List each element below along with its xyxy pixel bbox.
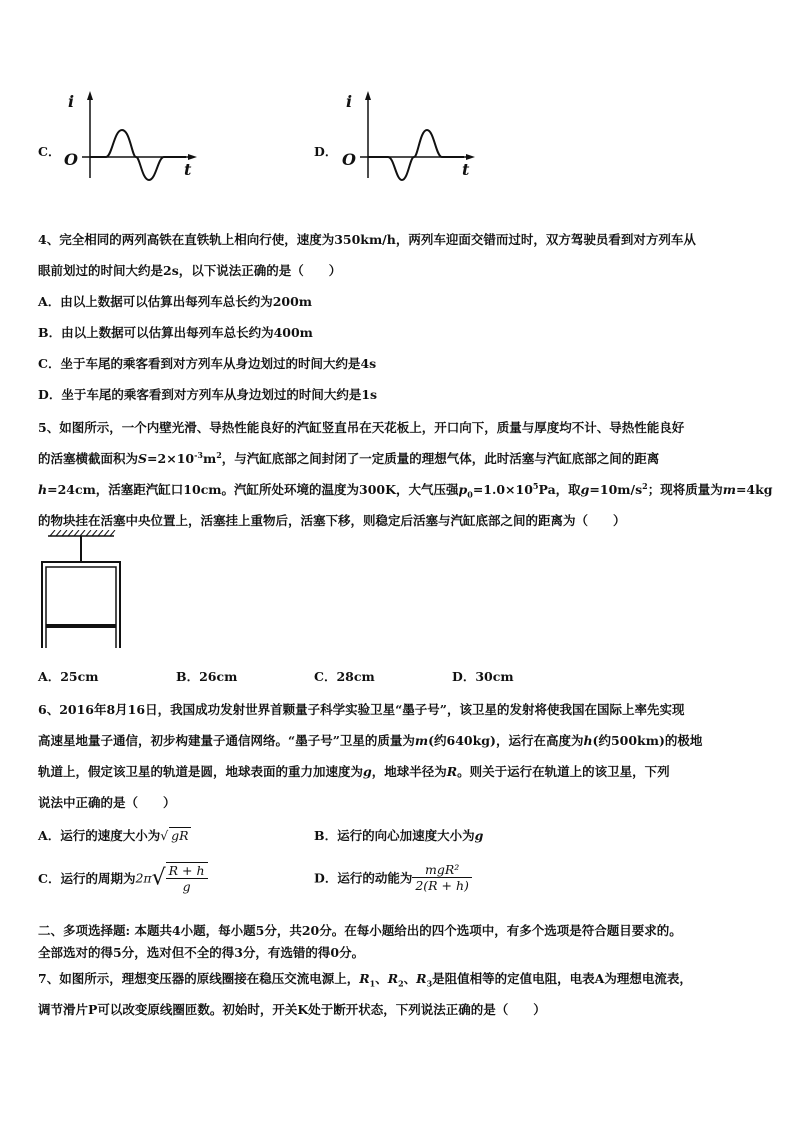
q6-stem-line4: 说法中正确的是（ ） [38,795,176,810]
q3-d-origin: O [342,150,356,169]
q5-option-d: D．30cm [452,669,514,684]
q7-stem-line1: 7、如图所示，理想变压器的原线圈接在稳压交流电源上，$R_1$、$R_2$、$R_3$是阻值相等的定值电阻，电表A为理想电流表， [38,971,692,989]
q3-d-axis-i: i [346,92,353,111]
q6-stem-line3: 轨道上，假定该卫星的轨道是圆，地球表面的重力加速度为g，地球半径为R。则关于运行在轨道上的该卫星，下列 [38,764,670,779]
q7-stem-line2: 调节滑片P可以改变原线圈匝数。初始时，开关K处于断开状态，下列说法正确的是（ ） [38,1002,546,1017]
q5-stem-line1: 5、如图所示，一个内壁光滑、导热性能良好的汽缸竖直吊在天花板上，开口向下，质量与厚度均不计、导热性能良好 [38,420,685,435]
q5-stem-line3: h=24cm，活塞距汽缸口10cm。汽缸所处环境的温度为300K，大气压强$p_0=1.0\times 10^5Pa$，取$g=10m/s^2$；现将质量为m=4kg [38,480,773,500]
q5-option-c: C．28cm [314,669,375,684]
q3-graph-c [60,88,200,183]
q4-option-d: D．坐于车尾的乘客看到对方列车从身边划过的时间大约是1s [38,387,378,402]
q6-stem-line1: 6、2016年8月16日，我国成功发射世界首颗量子科学实验卫星“墨子号”，该卫星的发射将使我国在国际上率先实现 [38,702,685,717]
q5-cylinder-figure [38,530,128,655]
q6-stem-line2: 高速星地量子通信，初步构建量子通信网络。“墨子号”卫星的质量为m(约640kg)，运行在高度为h(约500km)的极地 [38,733,703,748]
section2-instructions-line2: 全部选对的得5分，选对但不全的得3分，有选错的得0分。 [38,945,365,960]
q4-stem-line2: 眼前划过的时间大约是2s，以下说法正确的是（ ） [38,263,342,278]
q3-d-axis-t: t [462,160,470,179]
q4-option-a: A．由以上数据可以估算出每列车总长约为200m [38,294,313,309]
q3-graph-d [338,88,478,183]
q6-option-a: A．运行的速度大小为√ gR [38,828,189,843]
q3-c-axis-t: t [184,160,192,179]
q5-stem-line2: 的活塞横截面积为$S=2\times 10^{-3}m^2$，与汽缸底部之间封闭了一定质量的理想气体，此时活塞与汽缸底部之间的距离 [38,449,660,466]
q6-option-d: D．运行的动能为 $\frac{\text{mgR²}}{2(R + h)}$ [314,862,472,893]
q5-stem-line4: 的物块挂在活塞中央位置上，活塞挂上重物后，活塞下移，则稳定后活塞与汽缸底部之间的距离为（ ） [38,513,626,528]
section2-instructions-line1: 二、多项选择题: 本题共4小题，每小题5分，共20分。在每小题给出的四个选项中，有多个选项是符合题目要求的。 [38,923,682,938]
q4-stem-line1: 4、完全相同的两列高铁在直铁轨上相向行使，速度为350km/h，两列车迎面交错而过时，双方驾驶员看到对方列车从 [38,232,696,247]
q6-option-b: B．运行的向心加速度大小为g [314,828,484,843]
q6-option-c: C．运行的周期为2π√ $\frac{R + h}{g}$ [38,862,208,894]
q3-option-c-label: C． [38,144,61,159]
q3-c-axis-i: i [68,92,75,111]
q3-c-origin: O [64,150,78,169]
q5-option-b: B．26cm [176,669,238,684]
q5-option-a: A．25cm [38,669,99,684]
q4-option-c: C．坐于车尾的乘客看到对方列车从身边划过的时间大约是4s [38,356,377,371]
q4-option-b: B．由以上数据可以估算出每列车总长约为400m [38,325,313,340]
q3-option-d-label: D． [314,144,338,159]
